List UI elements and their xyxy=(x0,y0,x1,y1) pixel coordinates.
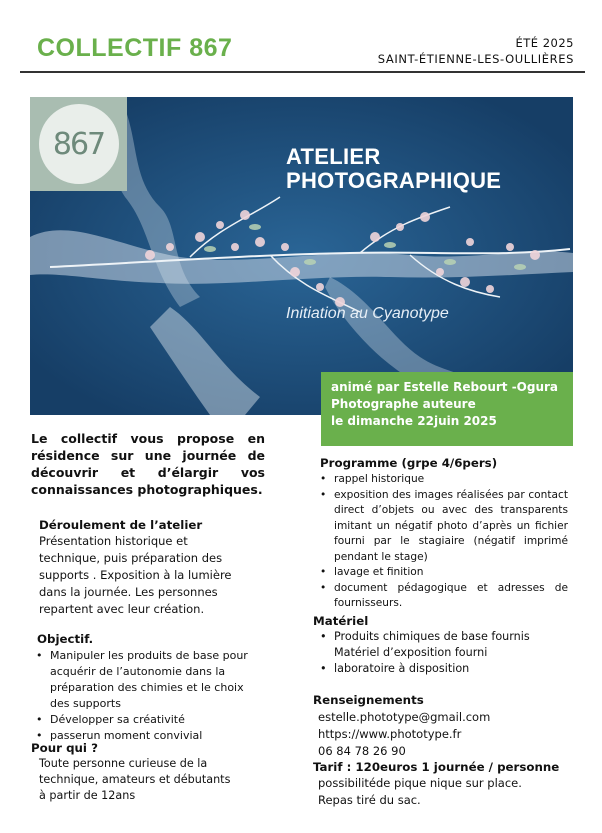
tarif-line: Tarif : 120euros 1 journée / personne xyxy=(313,760,560,774)
pour-qui-heading: Pour qui ? xyxy=(31,741,98,755)
hero-subtitle: Initiation au Cyanotype xyxy=(286,305,449,322)
objectif-list xyxy=(34,648,262,744)
deroulement-heading: Déroulement de l’atelier xyxy=(39,518,203,532)
email-link[interactable]: estelle.phototype@gmail.com xyxy=(318,710,491,724)
deroulement-line: supports . Exposition à la lumière xyxy=(39,568,232,582)
list-item: • rappel historique xyxy=(318,472,568,488)
logo-text: 867 xyxy=(39,104,119,184)
phone-number: 06 84 78 26 90 xyxy=(318,744,406,758)
instructor-callout xyxy=(321,372,573,446)
list-item: • Manipuler les produits de base pour acquérir de l’autonomie dans la préparation des chimies et le choix des supports xyxy=(34,648,262,712)
deroulement-line: dans la journée. Les personnes xyxy=(39,585,218,599)
contact-info xyxy=(318,709,490,760)
list-item: • exposition des images réalisées par contact direct d’objets ou avec des transparents imitant un négatif photo d’après un fichier fourni par le stagiaire (négatif imprimé pendant le stage) xyxy=(318,488,568,566)
deroulement-line: Présentation historique et xyxy=(39,534,188,548)
intro-paragraph: Le collectif vous propose en résidence sur une journée de découvrir et d’élargir vos connaissances photographiques. xyxy=(31,431,265,497)
callout-line2: Photographe auteure xyxy=(331,397,476,411)
pour-qui-line: technique, amateurs et débutants xyxy=(39,773,231,786)
materiel-heading: Matériel xyxy=(313,614,369,628)
programme-list xyxy=(318,472,568,612)
deroulement-line: repartent avec leur création. xyxy=(39,602,205,616)
list-item: • laboratoire à disposition xyxy=(318,661,568,677)
website-link[interactable]: https://www.phototype.fr xyxy=(318,727,462,741)
pour-qui-line: à partir de 12ans xyxy=(39,789,136,802)
materiel-extra: Matériel d’exposition fourni xyxy=(334,646,488,659)
meal-info xyxy=(318,775,522,809)
repas-line: Repas tiré du sac. xyxy=(318,793,421,807)
list-item: • lavage et finition xyxy=(318,565,568,581)
renseignements-heading: Renseignements xyxy=(313,693,424,707)
header-divider xyxy=(20,71,585,73)
list-item: • Développer sa créativité xyxy=(34,712,262,728)
objectif-heading: Objectif. xyxy=(37,632,94,646)
brand-title: COLLECTIF 867 xyxy=(37,34,233,62)
collectif-logo xyxy=(30,97,127,191)
season-label: ÉTÉ 2025 xyxy=(515,36,574,50)
hero-title-line2: PHOTOGRAPHIQUE xyxy=(286,168,502,193)
pique-nique-line: possibilitéde pique nique sur place. xyxy=(318,776,522,790)
hero-title xyxy=(286,145,501,193)
town-label: SAINT-ÉTIENNE-LES-OULLIÈRES xyxy=(377,52,574,66)
materiel-list xyxy=(318,629,568,677)
pour-qui-text xyxy=(39,756,230,804)
callout-line3: le dimanche 22juin 2025 xyxy=(331,414,497,428)
list-item: • Produits chimiques de base fournis xyxy=(318,629,568,645)
pour-qui-line: Toute personne curieuse de la xyxy=(39,757,208,770)
hero-image xyxy=(30,97,573,415)
list-item: • document pédagogique et adresses de fournisseurs. xyxy=(318,581,568,612)
callout-line1: animé par Estelle Rebourt -Ogura xyxy=(331,380,559,394)
hero-title-line1: ATELIER xyxy=(286,144,381,169)
deroulement-line: technique, puis préparation des xyxy=(39,551,223,565)
deroulement-text xyxy=(39,533,232,618)
programme-heading: Programme (grpe 4/6pers) xyxy=(320,456,498,470)
list-item: • passerun moment convivial xyxy=(34,728,262,744)
